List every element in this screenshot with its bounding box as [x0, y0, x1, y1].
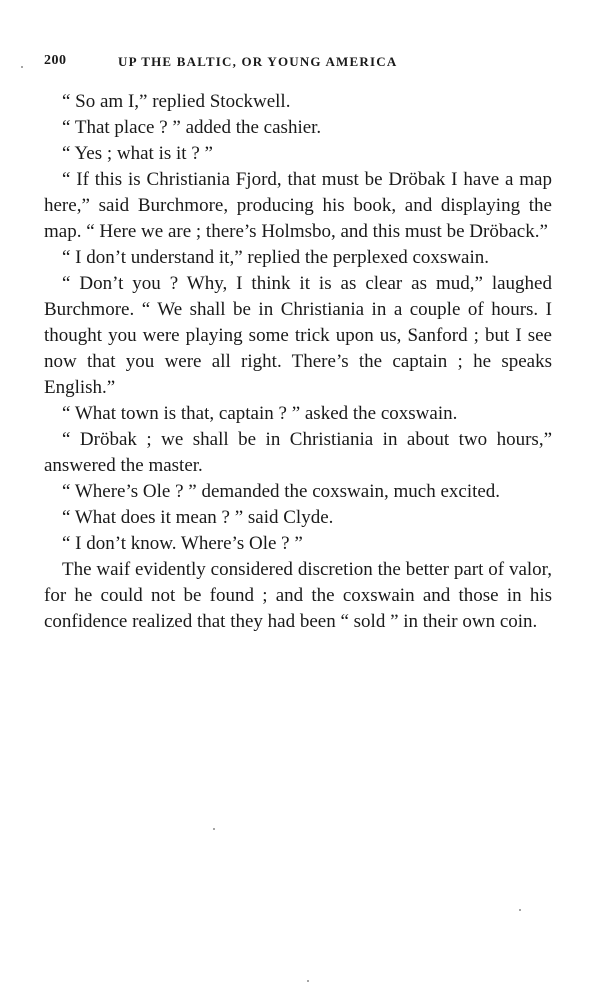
paragraph: “ Dröbak ; we shall be in Christiania in about two hours,” answered the master.	[44, 429, 552, 476]
page-number: 200	[44, 53, 67, 68]
paragraph: “ That place ? ” added the cashier.	[62, 117, 322, 138]
running-head	[44, 53, 484, 73]
paragraph: “ Where’s Ole ? ” demanded the coxswain, much excited.	[62, 481, 501, 502]
scan-speck	[213, 828, 215, 830]
paragraph: “ Don’t you ? Why, I think it is as clear as mud,” laughed Burchmore. “ We shall be in Christiania in a couple of hours. I thought you were playing some trick upon us, Sanford ; but I see now that you were all right. There’s the captain ; he speaks English.”	[44, 273, 552, 398]
running-title: UP THE BALTIC, OR YOUNG AMERICA	[118, 54, 398, 69]
paragraph: “ So am I,” replied Stockwell.	[62, 91, 291, 112]
paragraph: “ I don’t know. Where’s Ole ? ”	[62, 533, 303, 554]
paragraph: The waif evidently considered discretion the better part of valor, for he could not be found ; and the coxswain and those in his confidence realized that they had been “ sold ” in their own coin.	[44, 559, 552, 632]
paragraph: “ What town is that, captain ? ” asked the coxswain.	[62, 403, 458, 424]
scan-speck	[307, 980, 309, 982]
scan-speck	[519, 909, 521, 911]
paragraph: “ Yes ; what is it ? ”	[62, 143, 213, 164]
paragraph: “ I don’t understand it,” replied the perplexed coxswain.	[62, 247, 490, 268]
body-text	[44, 89, 552, 635]
paragraph: “ If this is Christiania Fjord, that must be Dröbak I have a map here,” said Burchmore, producing his book, and displaying the map. “ Here we are ; there’s Holmsbo, and this must be Dröback.”	[44, 169, 552, 242]
paragraph: “ What does it mean ? ” said Clyde.	[62, 507, 334, 528]
scan-speck	[21, 66, 23, 68]
